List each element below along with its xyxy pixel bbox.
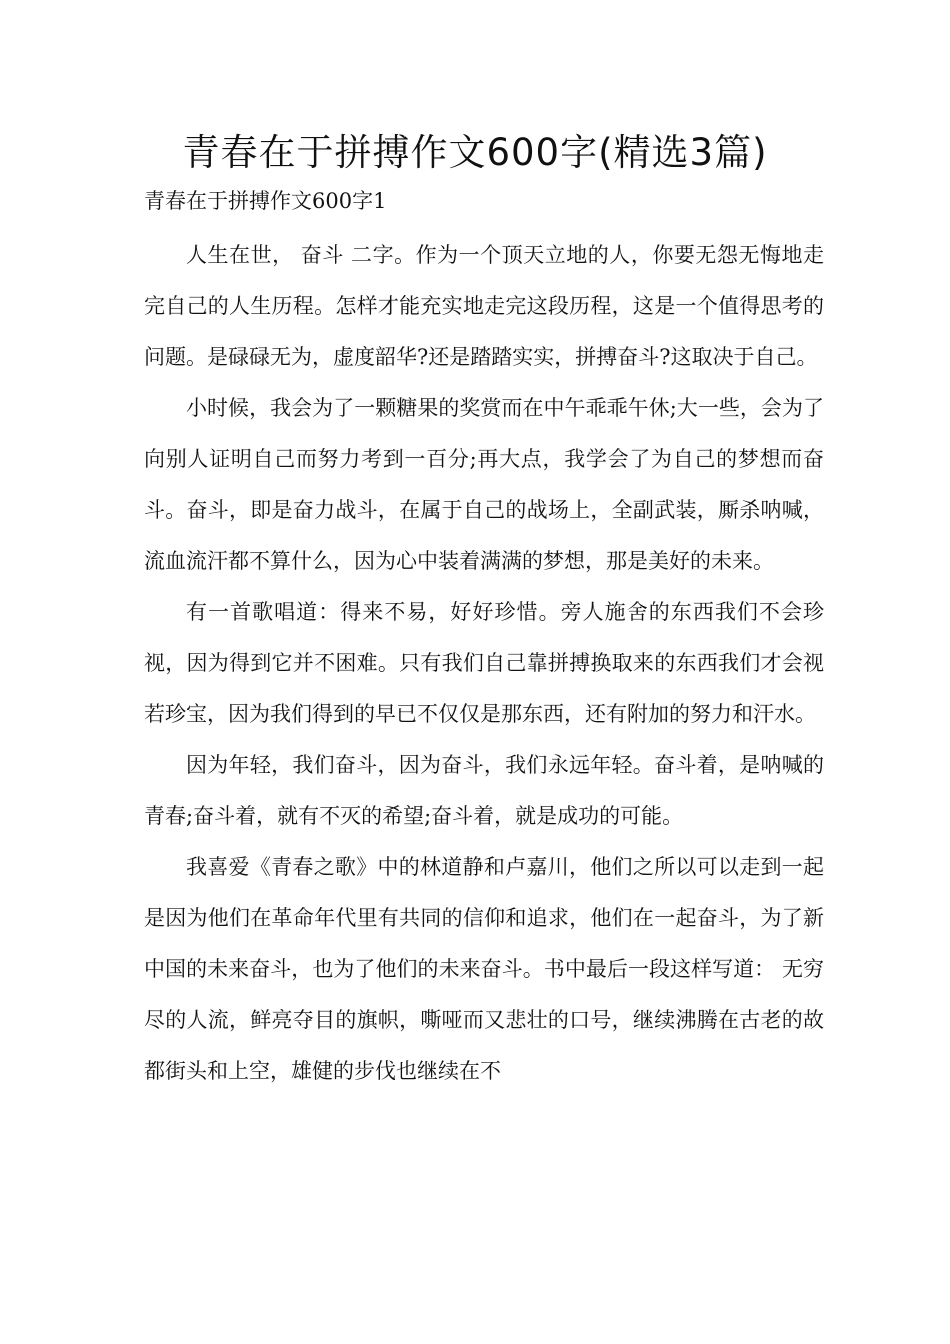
paragraph: 因为年轻，我们奋斗，因为奋斗，我们永远年轻。奋斗着，是呐喊的青春;奋斗着，就有不灭的希望;奋斗着，就是成功的可能。 [144,753,824,828]
paragraph: 有一首歌唱道：得来不易，好好珍惜。旁人施舍的东西我们不会珍视，因为得到它并不困难。只有我们自己靠拼搏换取来的东西我们才会视若珍宝，因为我们得到的早已不仅仅是那东西，还有附加的努力和汗水。 [144,600,824,726]
section-heading: 青春在于拼搏作文600字1 [144,189,387,213]
document-title: 青春在于拼搏作文600字(精选3篇) [182,131,768,174]
paragraph: 小时候，我会为了一颗糖果的奖赏而在中午乖乖午休;大一些，会为了向别人证明自己而努力考到一百分;再大点，我学会了为自己的梦想而奋斗。奋斗，即是奋力战斗，在属于自己的战场上，全副武装，厮杀呐喊，流血流汗都不算什么，因为心中装着满满的梦想，那是美好的未来。 [144,396,824,573]
document-body [144,230,824,1097]
paragraph: 我喜爱《青春之歌》中的林道静和卢嘉川，他们之所以可以走到一起是因为他们在革命年代里有共同的信仰和追求，他们在一起奋斗，为了新中国的未来奋斗，也为了他们的未来奋斗。书中最后一段这样写道： 无穷尽的人流，鲜亮夺目的旗帜，嘶哑而又悲壮的口号，继续沸腾在古老的故都街头和上空，雄健的步伐也继续在不 [144,855,824,1083]
paragraph: 人生在世， 奋斗 二字。作为一个顶天立地的人，你要无怨无悔地走完自己的人生历程。怎样才能充实地走完这段历程，这是一个值得思考的问题。是碌碌无为，虚度韶华?还是踏踏实实，拼搏奋斗?这取决于自己。 [144,243,824,369]
